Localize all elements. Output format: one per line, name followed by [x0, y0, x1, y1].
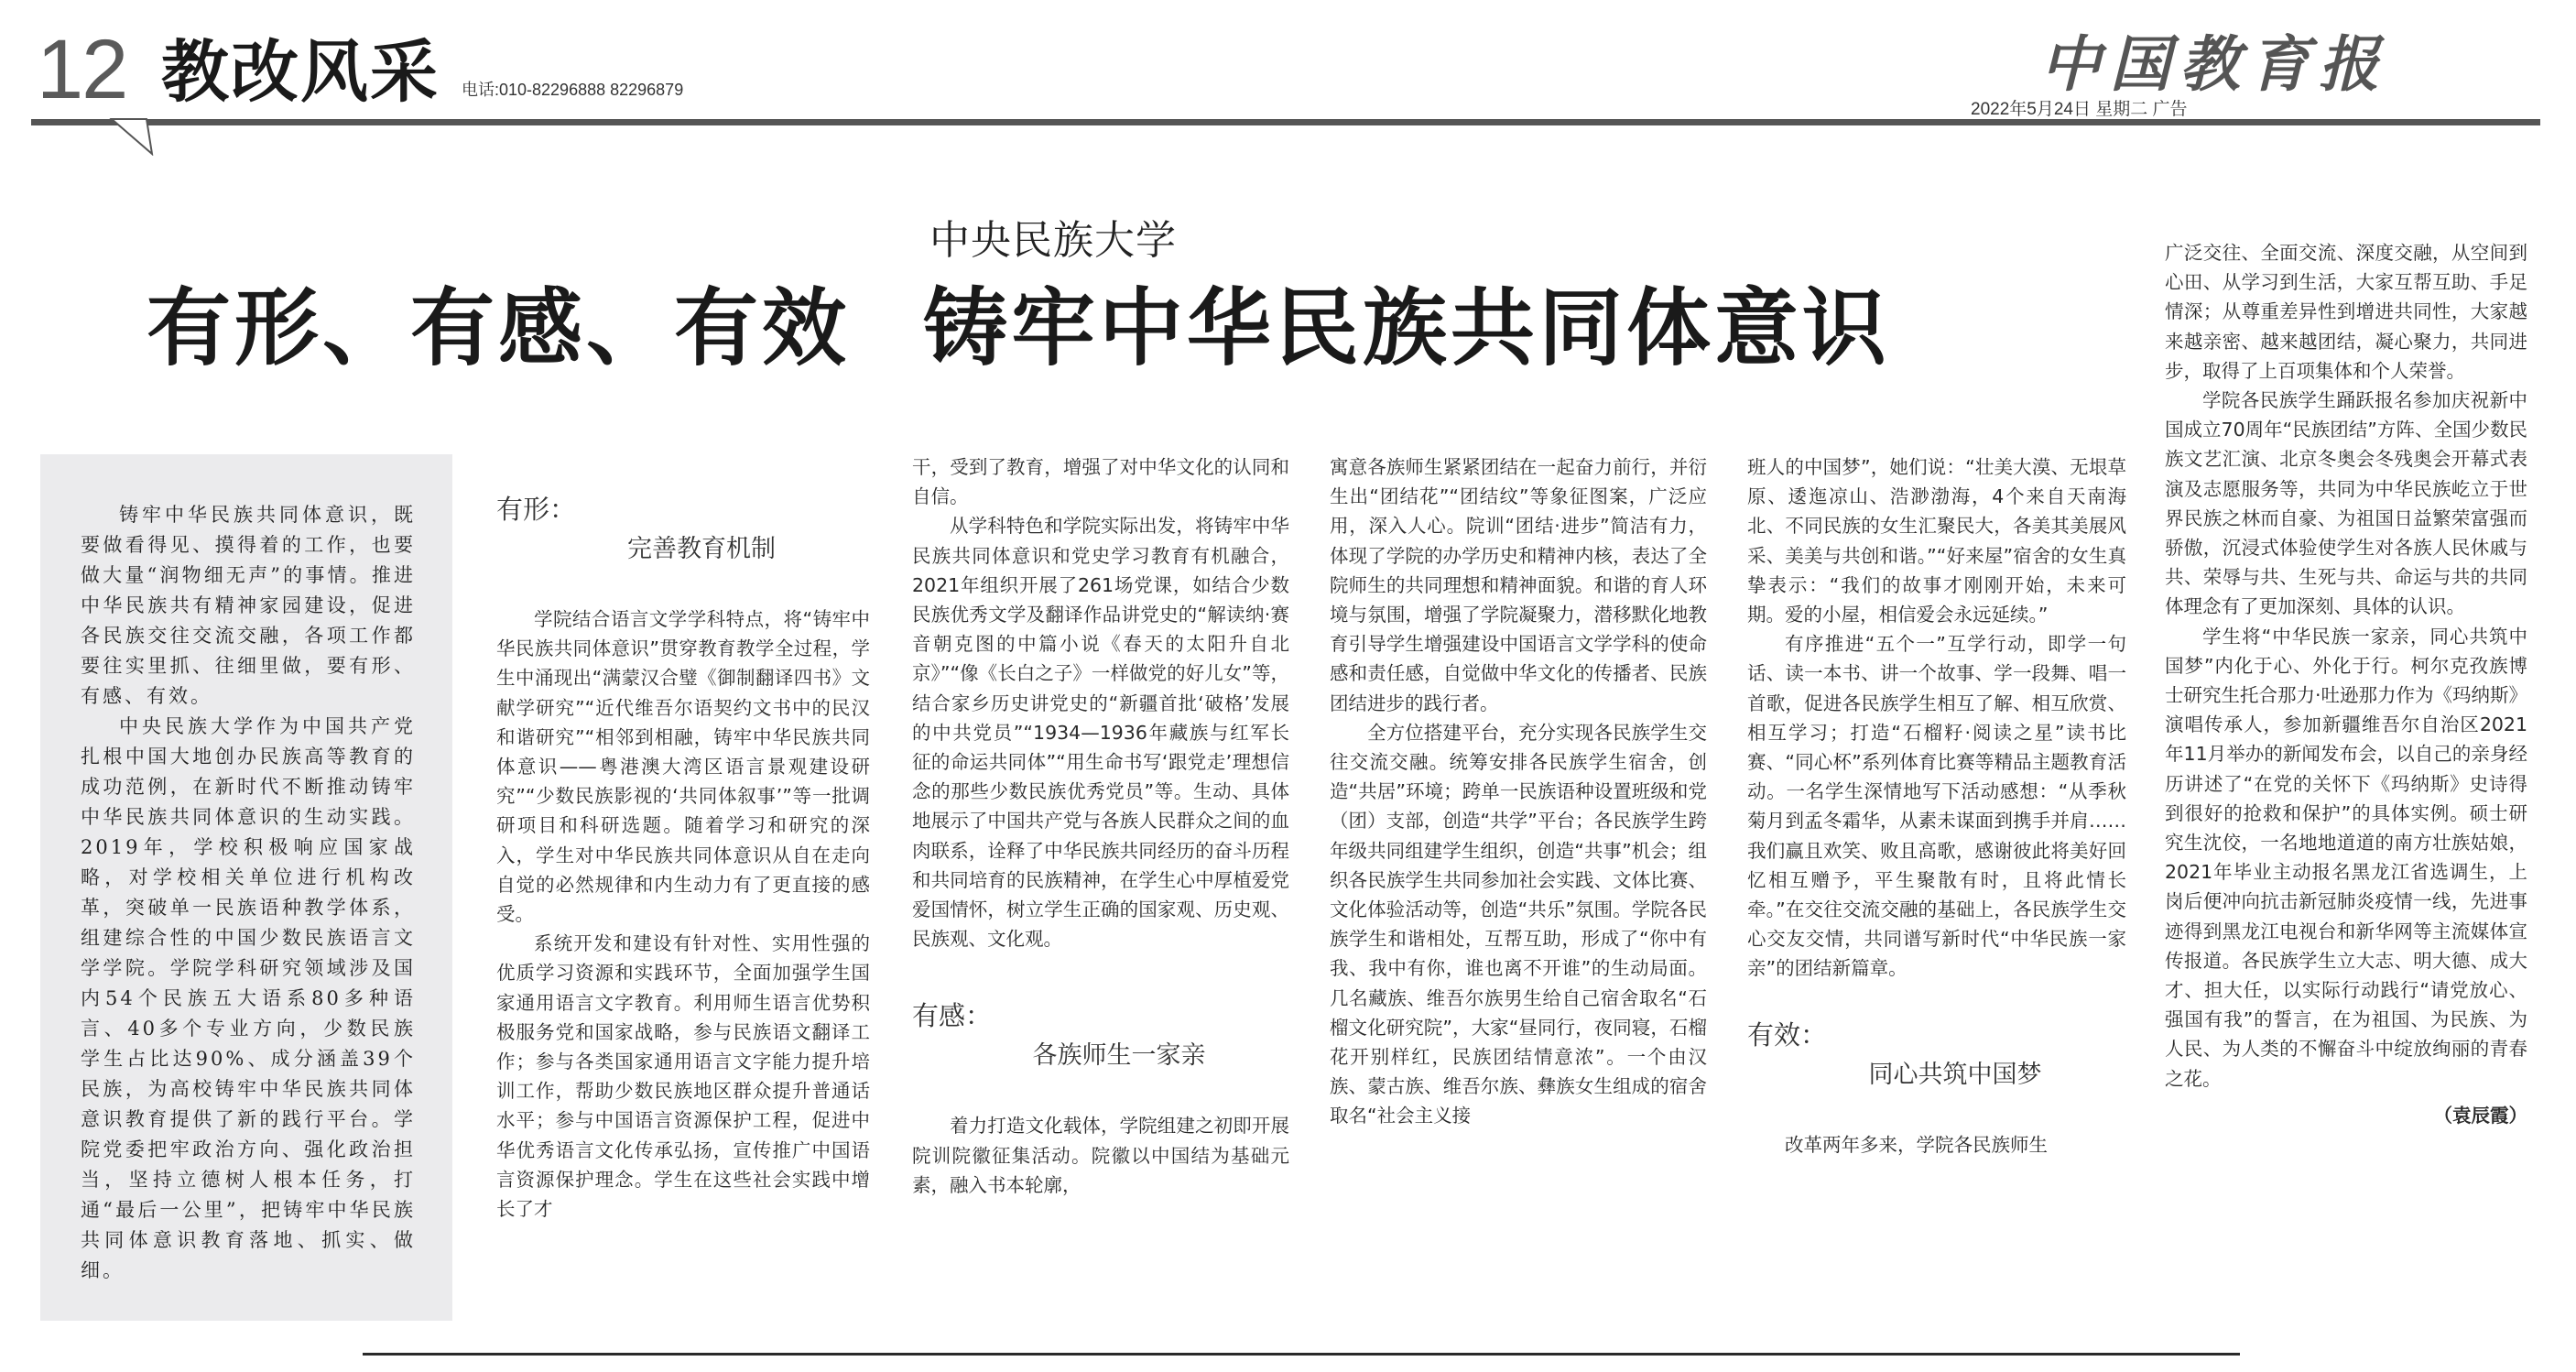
- headline-part-1: 有形、有感、有效: [147, 279, 851, 377]
- body-paragraph: 改革两年多来，学院各民族师生: [1785, 1133, 2048, 1156]
- author-byline: （袁辰霞）: [2433, 1104, 2527, 1127]
- newspaper-logo: 中国教育报: [2040, 28, 2388, 100]
- body-paragraph: 系统开发和建设有针对性、实用性强的优质学习资源和实践环节，全面加强学生国家通用语言文字教育。利用师生语言优势积极服务党和国家战略，参与民族语文翻译工作；参与各类国家通用语言文字能力提升培训工作，帮助少数民族地区群众提升普通话水平；参与中国语言资源保护工程，促进中华优秀语言文化传承弘扬，宣传推广中国语言资源保护理念。学生在这些社会实践中增长了才: [496, 932, 870, 1221]
- lead-paragraph: 中央民族大学作为中国共产党扎根中国大地创办民族高等教育的成功范例，在新时代不断推动铸牢中华民族共同体意识的生动实践。2019年，学校积极响应国家战略，对学校相关单位进行机构改革，突破单一民族语种教学体系，组建综合性的中国少数民族语言文学学院。学院学科研究领域涉及国内54个民族五大语系80多种语言、40多个专业方向，少数民族学生占比达90%、成分涵盖39个民族，为高校铸牢中华民族共同体意识教育提供了新的践行平台。学院党委把牢政治方向、强化政治担当，坚持立德树人根本任务，打通“最后一公里”，把铸牢中华民族共同体意识教育落地、抓实、做细。: [81, 715, 416, 1281]
- column-2: [912, 452, 1289, 1200]
- body-paragraph: 有序推进“五个一”互学行动，即学一句话、读一本书、讲一个故事、学一段舞、唱一首歌，促进各民族学生相互了解、相互欣赏、相互学习；打造“石榴籽·阅读之星”读书比赛、“同心杯”系列体育比赛等精品主题教育活动。一名学生深情地写下活动感想：“从季秋菊月到孟冬霜华，从素未谋面到携手并肩……我们赢且欢笑、败且高歌，感谢彼此将美好回忆相互赠予，平生聚散有时，且将此情长牵。”在交往交流交融的基础上，各民族学生交心交友交情，共同谱写新时代“中华民族一家亲”的团结新篇章。: [1747, 633, 2126, 980]
- lead-paragraph: 铸牢中华民族共同体意识，既要做看得见、摸得着的工作，也要做大量“润物细无声”的事情。推进中华民族共有精神家园建设，促进各民族交往交流交融，各项工作都要往实里抓、往细里做，要有形、有感、有效。: [81, 504, 416, 707]
- headline-kicker: 中央民族大学: [929, 217, 1177, 264]
- lead-box: [40, 454, 452, 1321]
- body-paragraph: 全方位搭建平台，充分实现各民族学生交往交流交融。统筹安排各民族学生宿舍，创造“共居”环境；跨单一民族语种设置班级和党（团）支部，创造“共学”平台；各民族学生跨年级共同组建学生组织，创造“共事”机会；组织各民族学生共同参加社会实践、文体比赛、文化体验活动等，创造“共乐”氛围。学院各民族学生和谐相处，互帮互助，形成了“你中有我、我中有你，谁也离不开谁”的生动局面。几名藏族、维吾尔族男生给自己宿舍取名“石榴文化研究院”，大家“昼同行，夜同寝，石榴花开别样红，民族团结情意浓”。一个由汉族、蒙古族、维吾尔族、彝族女生组成的宿舍取名“社会主义接: [1330, 721, 1707, 1127]
- section-subtitle-effective: 同心共筑中国梦: [1868, 1060, 2042, 1089]
- headline-part-2: 铸牢中华民族共同体意识: [923, 279, 1891, 377]
- section-subtitle-felt: 各族师生一家亲: [1032, 1041, 1206, 1071]
- page-number: 12: [37, 23, 127, 116]
- body-paragraph: 寓意各族师生紧紧团结在一起奋力前行，并衍生出“团结花”“团结纹”等象征图案，广泛应用，深入人心。院训“团结·进步”简洁有力，体现了学院的办学历史和精神内核，表达了全院师生的共同理想和精神面貌。和谐的育人环境与氛围，增强了学院凝聚力，潜移默化地教育引导学生增强建设中国语言文学学科的使命感和责任感，自觉做中华文化的传播者、民族团结进步的践行者。: [1330, 456, 1707, 714]
- section-label-effective: 有效：: [1747, 1018, 1828, 1051]
- masthead-notch-icon: [99, 115, 163, 156]
- bottom-rule: [363, 1353, 2240, 1356]
- column-5: [2165, 238, 2527, 1130]
- column-1: [496, 491, 870, 1224]
- body-paragraph: 从学科特色和学院实际出发，将铸牢中华民族共同体意识和党史学习教育有机融合，2021年组织开展了261场党课，如结合少数民族优秀文学及翻译作品讲党史的“解读纳·赛音朝克图的中篇小说《春天的太阳升自北京》”“像《长白之子》一样做党的好儿女”等，结合家乡历史讲党史的“新疆首批‘破格’发展的中共党员”“1934—1936年藏族与红军长征的命运共同体”“用生命书写‘跟党走’理想信念的那些少数民族优秀党员”等。生动、具体地展示了中国共产党与各族人民群众之间的血肉联系，诠释了中华民族共同经历的奋斗历程和共同培育的民族精神，在学生心中厚植爱党爱国情怀，树立学生正确的国家观、历史观、民族观、文化观。: [912, 515, 1289, 951]
- date-line: 2022年5月24日 星期二 广告: [1971, 100, 2188, 119]
- column-4: [1747, 452, 2126, 1160]
- body-paragraph: 广泛交往、全面交流、深度交融，从空间到心田、从学习到生活，大家互帮互助、手足情深；从尊重差异性到增进共同性，大家越来越亲密、越来越团结，凝心聚力，共同进步，取得了上百项集体和个人荣誉。: [2165, 242, 2527, 382]
- section-subtitle-tangible: 完善教育机制: [627, 535, 776, 563]
- section-title: 教改风采: [161, 33, 440, 112]
- section-label-felt: 有感：: [912, 1000, 993, 1032]
- phone-line: 电话:010-82296888 82296879: [462, 81, 684, 99]
- body-paragraph: 学院各民族学生踊跃报名参加庆祝新中国成立70周年“民族团结”方阵、全国少数民族文艺汇演、北京冬奥会冬残奥会开幕式表演及志愿服务等，共同为中华民族屹立于世界民族之林而自豪、为祖国日益繁荣富强而骄傲，沉浸式体验使学生对各族人民休戚与共、荣辱与共、生死与共、命运与共的共同体理念有了更加深刻、具体的认识。: [2165, 389, 2527, 618]
- column-3: [1330, 452, 1707, 1131]
- body-paragraph: 干，受到了教育，增强了对中华文化的认同和自信。: [912, 456, 1289, 508]
- section-label-tangible: 有形：: [496, 494, 577, 525]
- body-paragraph: 学生将“中华民族一家亲，同心共筑中国梦”内化于心、外化于行。柯尔克孜族博士研究生托合那力·吐逊那力作为《玛纳斯》演唱传承人，参加新疆维吾尔自治区2021年11月举办的新闻发布会，以自己的亲身经历讲述了“在党的关怀下《玛纳斯》史诗得到很好的抢救和保护”的具体实例。硕士研究生沈佼，一名地地道道的南方壮族姑娘，2021年毕业主动报名黑龙江省选调生，上岗后便冲向抗击新冠肺炎疫情一线，先进事迹得到黑龙江电视台和新华网等主流媒体宣传报道。各民族学生立大志、明大德、成大才、担大任，以实际行动践行“请党放心、强国有我”的誓言，在为祖国、为民族、为人民、为人类的不懈奋斗中绽放绚丽的青春之花。: [2165, 625, 2528, 1090]
- headline: [147, 278, 1890, 379]
- body-paragraph: 班人的中国梦”，她们说：“壮美大漠、无垠草原、逶迤凉山、浩渺渤海，4个来自天南海北、不同民族的女生汇聚民大，各美其美展风采、美美与共创和谐。”“好来屋”宿舍的女生真挚表示：“我们的故事才刚刚开始，未来可期。爱的小屋，相信爱会永远延续。”: [1747, 456, 2126, 626]
- body-paragraph: 学院结合语言文学学科特点，将“铸牢中华民族共同体意识”贯穿教育教学全过程，学生中涌现出“满蒙汉合璧《御制翻译四书》文献学研究”“近代维吾尔语契约文书中的民汉和谐研究”“相邻到相融，铸牢中华民族共同体意识——粤港澳大湾区语言景观建设研究”“少数民族影视的‘共同体叙事’”等一批调研项目和科研选题。随着学习和研究的深入，学生对中华民族共同体意识从自在走向自觉的必然规律和内生动力有了更直接的感受。: [496, 608, 870, 926]
- masthead-rule: [31, 119, 2540, 125]
- body-paragraph: 着力打造文化载体，学院组建之初即开展院训院徽征集活动。院徽以中国结为基础元素，融入书本轮廓，: [912, 1115, 1289, 1196]
